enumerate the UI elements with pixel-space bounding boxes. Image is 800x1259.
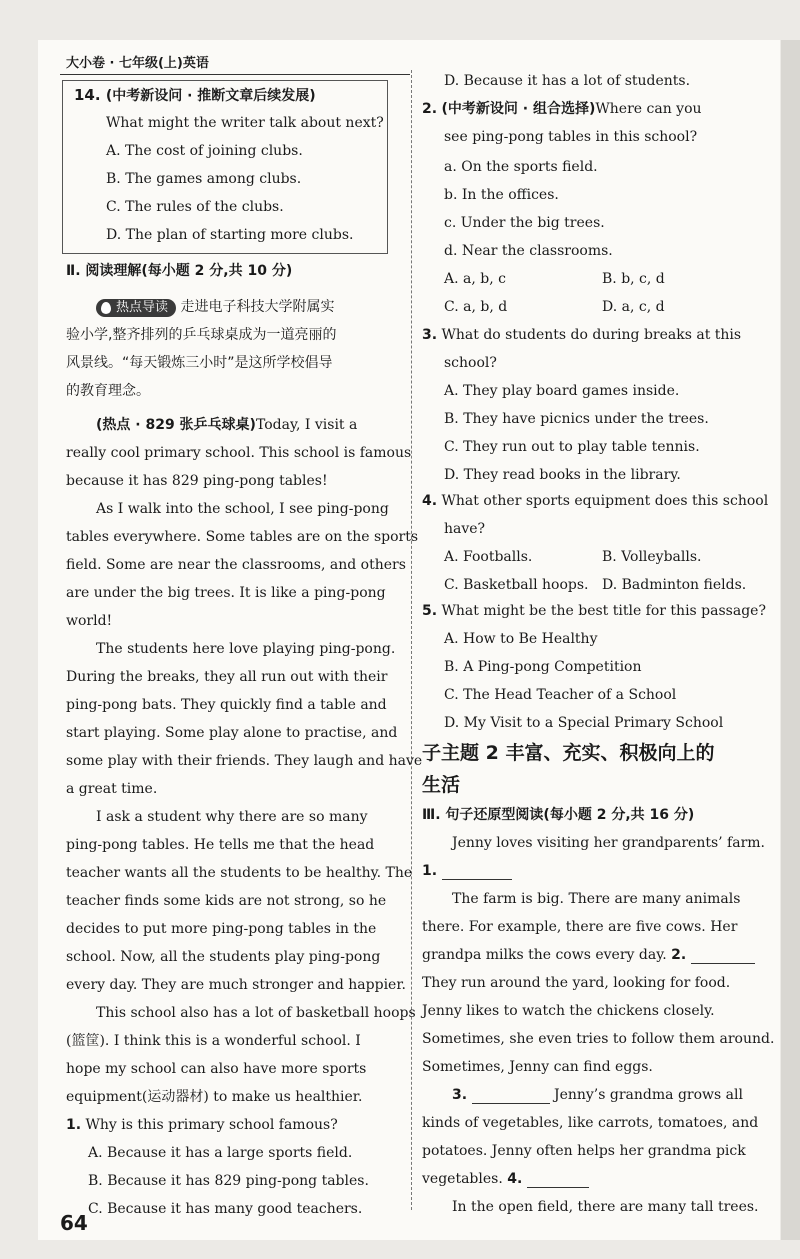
blank-3-number: 3. bbox=[452, 1087, 468, 1103]
passage-line: As I walk into the school, I see ping-pong bbox=[96, 501, 389, 517]
intro-text: 走进电子科技大学附属实 bbox=[180, 299, 335, 315]
passage-line: start playing. Some play alone to practise, and bbox=[66, 725, 398, 741]
q1-text: Why is this primary school famous? bbox=[85, 1117, 338, 1133]
q3-option-b: B. They have picnics under the trees. bbox=[444, 411, 709, 427]
q2-number: 2. bbox=[422, 101, 438, 117]
passage-line: teacher wants all the students to be healthy. The bbox=[66, 865, 413, 881]
q1-option-c: C. Because it has many good teachers. bbox=[88, 1201, 363, 1217]
q2-item-d: d. Near the classrooms. bbox=[444, 243, 613, 259]
q2-option-b: B. b, c, d bbox=[602, 271, 665, 287]
q2-item-b: b. In the offices. bbox=[444, 187, 559, 203]
passage-line: The students here love playing ping-pong. bbox=[96, 641, 396, 657]
q3-stem-2: school? bbox=[444, 355, 497, 371]
section-2-heading: Ⅱ. 阅读理解(每小题 2 分,共 10 分) bbox=[66, 263, 293, 279]
s3-line bbox=[452, 1086, 743, 1104]
passage-line: hope my school can also have more sports bbox=[66, 1061, 367, 1077]
q14-tag: (中考新设问 · 推断文章后续发展) bbox=[105, 88, 316, 104]
q14-stem: What might the writer talk about next? bbox=[106, 115, 384, 131]
q2-stem bbox=[422, 100, 702, 118]
q3-option-d: D. They read books in the library. bbox=[444, 467, 681, 483]
section-3-heading: Ⅲ. 句子还原型阅读(每小题 2 分,共 16 分) bbox=[422, 807, 695, 823]
page-edge bbox=[781, 40, 800, 1240]
answer-blank-2[interactable] bbox=[691, 949, 755, 964]
running-header: 大小卷 · 七年级(上)英语 bbox=[66, 56, 209, 71]
s3-line: Sometimes, she even tries to follow them around. bbox=[422, 1031, 775, 1047]
q4-option-d: D. Badminton fields. bbox=[602, 577, 747, 593]
hot-topic-badge: 热点导读 bbox=[96, 299, 176, 317]
passage-line: teacher finds some kids are not strong, so he bbox=[66, 893, 387, 909]
q4-text: What other sports equipment does this school bbox=[441, 493, 769, 509]
q3-number: 3. bbox=[422, 327, 438, 343]
q5-text: What might be the best title for this passage? bbox=[441, 603, 766, 619]
subtopic-heading-2: 生活 bbox=[422, 774, 461, 796]
s3-text: Jenny’s grandma grows all bbox=[553, 1087, 743, 1103]
passage-hot-tag: (热点 · 829 张乒乓球桌) bbox=[96, 417, 256, 433]
q14-option-c: C. The rules of the clubs. bbox=[106, 199, 284, 215]
q2-option-a: A. a, b, c bbox=[444, 271, 506, 287]
s3-text: vegetables. bbox=[422, 1171, 503, 1187]
s3-line: In the open field, there are many tall trees. bbox=[452, 1199, 759, 1215]
q2-option-d: D. a, c, d bbox=[602, 299, 665, 315]
passage-line: ping-pong bats. They quickly find a table and bbox=[66, 697, 387, 713]
passage-line: tables everywhere. Some tables are on the sports bbox=[66, 529, 419, 545]
s3-line: Jenny likes to watch the chickens closely. bbox=[422, 1003, 715, 1019]
passage-line: because it has 829 ping-pong tables! bbox=[66, 473, 328, 489]
passage-line: every day. They are much stronger and happier. bbox=[66, 977, 406, 993]
passage-line: decides to put more ping-pong tables in the bbox=[66, 921, 377, 937]
passage-line: field. Some are near the classrooms, and others bbox=[66, 557, 406, 573]
q1-option-a: A. Because it has a large sports field. bbox=[88, 1145, 353, 1161]
s3-line: Jenny loves visiting her grandparents’ farm. bbox=[452, 835, 765, 851]
s3-line: They run around the yard, looking for food. bbox=[422, 975, 731, 991]
q1-option-d: D. Because it has a lot of students. bbox=[444, 73, 691, 89]
s3-line: kinds of vegetables, like carrots, tomatoes, and bbox=[422, 1115, 759, 1131]
q14-option-d: D. The plan of starting more clubs. bbox=[106, 227, 354, 243]
q2-item-a: a. On the sports field. bbox=[444, 159, 598, 175]
s3-line: The farm is big. There are many animals bbox=[452, 891, 741, 907]
s3-line bbox=[422, 1170, 589, 1188]
page-number: 64 bbox=[60, 1211, 88, 1235]
blank-4-number: 4. bbox=[507, 1171, 523, 1187]
answer-blank-3[interactable] bbox=[472, 1089, 550, 1104]
passage-line bbox=[96, 416, 357, 434]
column-divider bbox=[411, 70, 412, 1210]
q5-option-b: B. A Ping-pong Competition bbox=[444, 659, 642, 675]
q14-label bbox=[74, 86, 316, 105]
q1-stem bbox=[66, 1116, 338, 1134]
passage-line: some play with their friends. They laugh and have bbox=[66, 753, 423, 769]
q3-stem bbox=[422, 326, 741, 344]
hot-intro-line-1 bbox=[96, 298, 334, 317]
answer-blank-1[interactable] bbox=[442, 865, 512, 880]
q4-stem-2: have? bbox=[444, 521, 486, 537]
q14-option-a: A. The cost of joining clubs. bbox=[106, 143, 303, 159]
q5-number: 5. bbox=[422, 603, 438, 619]
hot-intro-line-4: 的教育理念。 bbox=[66, 383, 150, 399]
q3-option-a: A. They play board games inside. bbox=[444, 383, 680, 399]
q1-option-b: B. Because it has 829 ping-pong tables. bbox=[88, 1173, 369, 1189]
q2-option-c: C. a, b, d bbox=[444, 299, 508, 315]
passage-line: world! bbox=[66, 613, 113, 629]
hot-intro-line-3: 风景线。“每天锻炼三小时”是这所学校倡导 bbox=[66, 355, 333, 371]
header-rule bbox=[60, 74, 410, 75]
hot-intro-line-2: 验小学,整齐排列的乒乓球桌成为一道亮丽的 bbox=[66, 327, 337, 343]
s3-line: potatoes. Jenny often helps her grandma pick bbox=[422, 1143, 746, 1159]
passage-line: school. Now, all the students play ping-pong bbox=[66, 949, 381, 965]
q4-option-b: B. Volleyballs. bbox=[602, 549, 702, 565]
q5-option-a: A. How to Be Healthy bbox=[444, 631, 598, 647]
s3-text: grandpa milks the cows every day. bbox=[422, 947, 667, 963]
q2-tag: (中考新设问 · 组合选择) bbox=[441, 101, 596, 117]
passage-line: equipment(运动器材) to make us healthier. bbox=[66, 1089, 363, 1105]
passage-line: I ask a student why there are so many bbox=[96, 809, 368, 825]
q4-number: 4. bbox=[422, 493, 438, 509]
q14-option-b: B. The games among clubs. bbox=[106, 171, 302, 187]
q4-option-a: A. Footballs. bbox=[444, 549, 533, 565]
passage-line: During the breaks, they all run out with their bbox=[66, 669, 388, 685]
passage-line: ping-pong tables. He tells me that the head bbox=[66, 837, 375, 853]
q1-number: 1. bbox=[66, 1117, 82, 1133]
passage-line: really cool primary school. This school is famous bbox=[66, 445, 412, 461]
q4-option-c: C. Basketball hoops. bbox=[444, 577, 589, 593]
q3-text: What do students do during breaks at this bbox=[441, 327, 742, 343]
passage-text: Today, I visit a bbox=[255, 417, 358, 433]
q2-stem-2: see ping-pong tables in this school? bbox=[444, 129, 698, 145]
passage-line: a great time. bbox=[66, 781, 158, 797]
s3-line: Sometimes, Jenny can find eggs. bbox=[422, 1059, 653, 1075]
q2-item-c: c. Under the big trees. bbox=[444, 215, 605, 231]
q5-stem bbox=[422, 602, 766, 620]
q3-option-c: C. They run out to play table tennis. bbox=[444, 439, 700, 455]
q5-option-d: D. My Visit to a Special Primary School bbox=[444, 715, 724, 731]
q2-text: Where can you bbox=[595, 101, 702, 117]
passage-line: (篮筐). I think this is a wonderful school. I bbox=[66, 1033, 361, 1049]
q5-option-c: C. The Head Teacher of a School bbox=[444, 687, 677, 703]
blank-1-number: 1. bbox=[422, 863, 438, 879]
answer-blank-4[interactable] bbox=[527, 1173, 589, 1188]
subtopic-heading: 子主题 2 丰富、充实、积极向上的 bbox=[422, 742, 715, 764]
s3-line: there. For example, there are five cows. Her bbox=[422, 919, 738, 935]
s3-blank-1 bbox=[422, 862, 512, 880]
q4-stem bbox=[422, 492, 768, 510]
s3-line bbox=[422, 946, 755, 964]
passage-line: are under the big trees. It is like a ping-pong bbox=[66, 585, 386, 601]
blank-2-number: 2. bbox=[671, 947, 687, 963]
passage-line: This school also has a lot of basketball hoops bbox=[96, 1005, 416, 1021]
q14-number: 14. bbox=[74, 86, 101, 104]
